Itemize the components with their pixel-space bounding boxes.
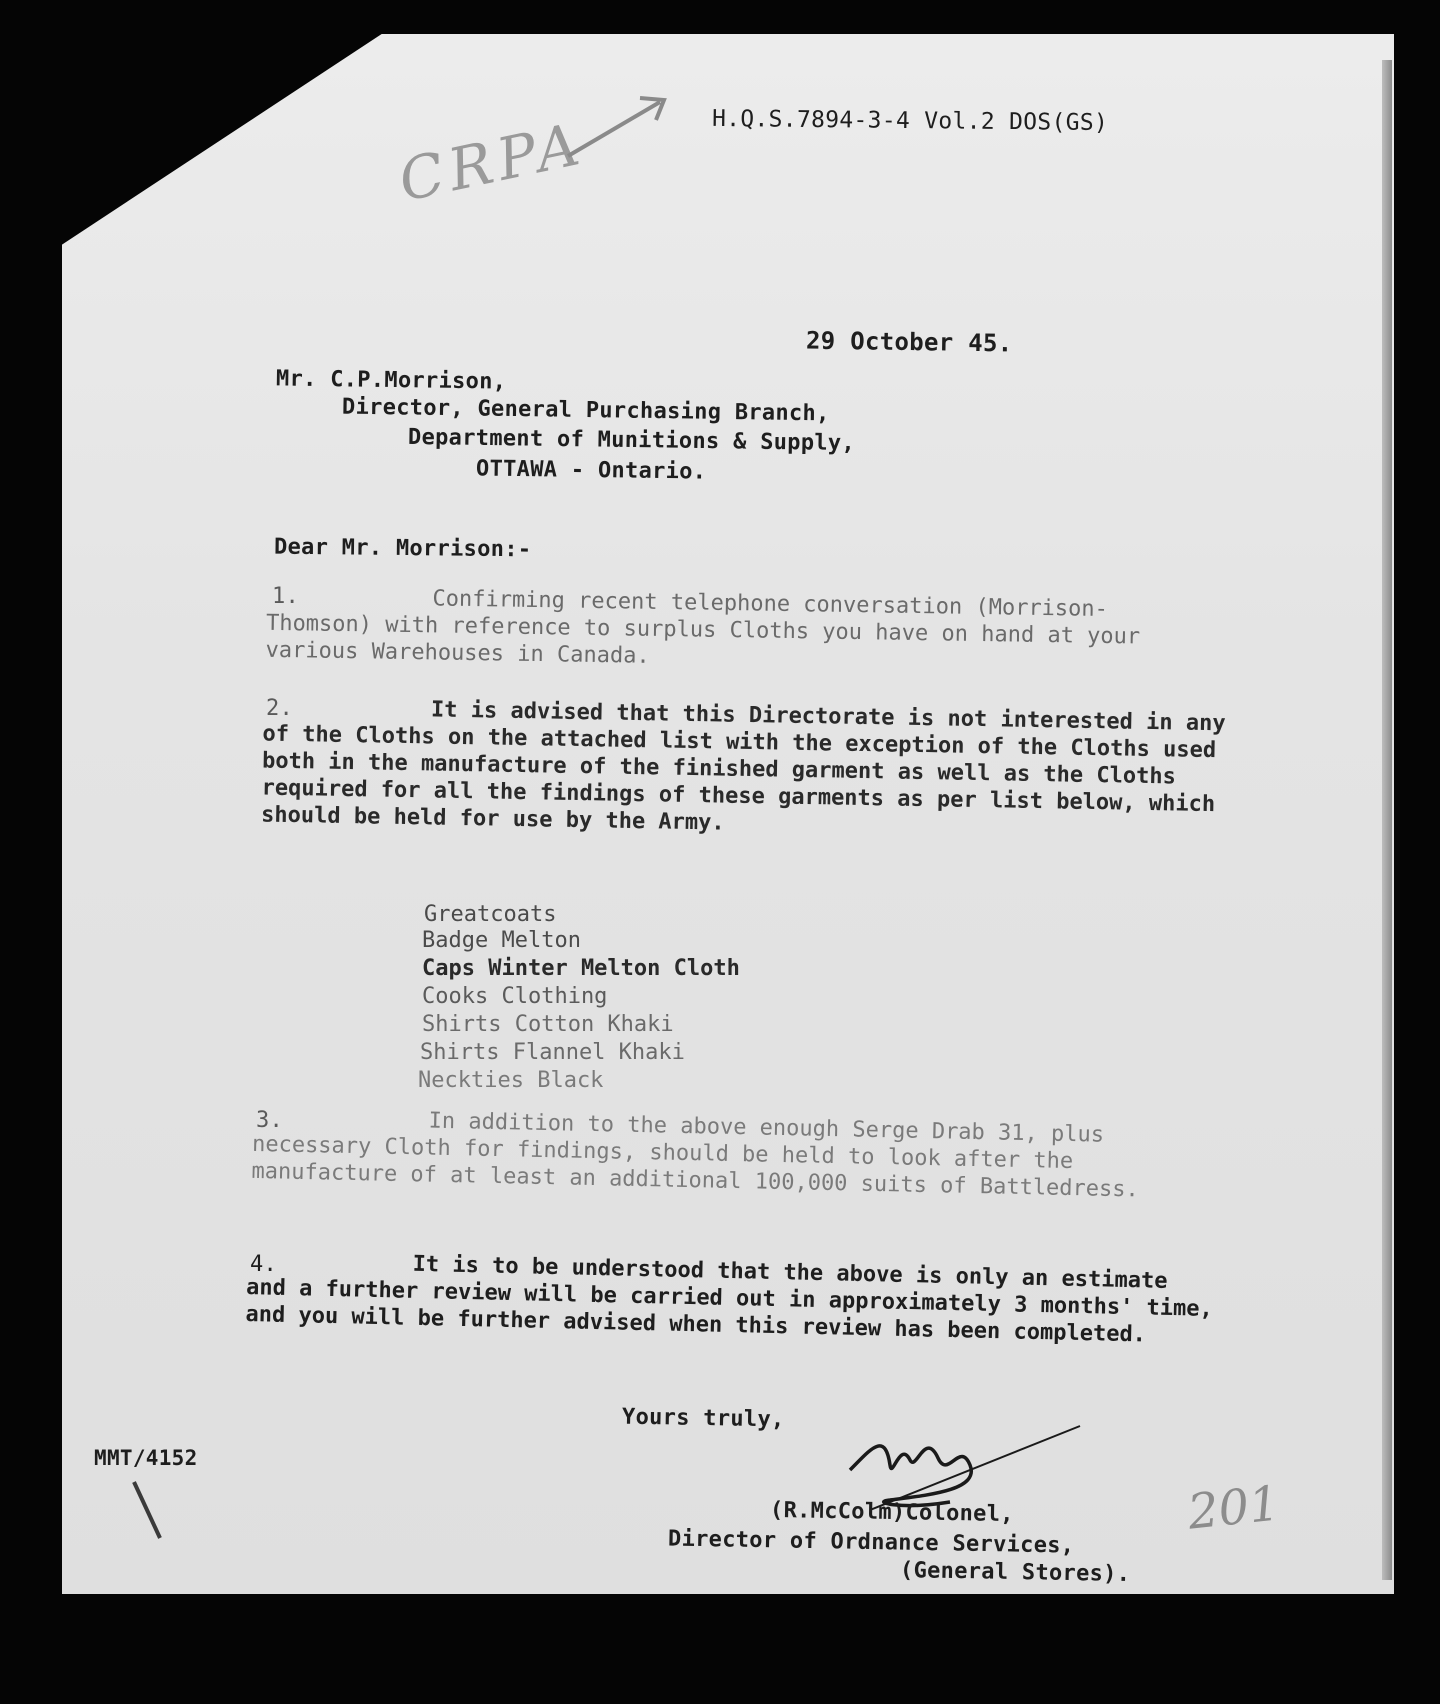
paragraph-3: In addition to the above enough Serge Drab 31, plus necessary Cloth for findings, should be held to look after the manufacture of at least an additional 100,000 suits of Battledress. — [251, 1108, 1140, 1203]
list-item: Cooks Clothing — [422, 984, 608, 1009]
paragraph-number: 3. — [256, 1108, 284, 1133]
signatory-name: (R.McColm)Colonel, — [769, 1497, 1015, 1528]
list-item: Greatcoats — [424, 902, 557, 927]
addressee-name: Mr. C.P.Morrison, — [275, 366, 507, 395]
addressee-department: Department of Munitions & Supply, — [407, 424, 856, 457]
paragraph-2: It is advised that this Directorate is not interested in any of the Cloths on the attached list with the exception of the Cloths used both in the manufacture of the finished garment as well as the Cloths required for all the findings of these garments as per list below, which should be held for use by the Army. — [260, 697, 1226, 836]
signatory-title: Director of Ordnance Services, — [667, 1526, 1075, 1559]
signatory-branch: (General Stores). — [899, 1557, 1131, 1588]
margin-stroke — [130, 1478, 170, 1548]
list-item: Neckties Black — [418, 1068, 604, 1093]
paragraph-number: 2. — [266, 696, 294, 721]
handwritten-arrow — [560, 86, 680, 166]
file-reference: H.Q.S.7894-3-4 Vol.2 DOS(GS) — [711, 105, 1109, 137]
paragraph-number: 1. — [272, 584, 300, 609]
closing: Yours truly, — [621, 1404, 785, 1433]
handwritten-page-number: 201 — [1185, 1475, 1283, 1541]
file-code: MMT/4152 — [94, 1446, 198, 1470]
letter-date: 29 October 45. — [805, 326, 1013, 358]
list-item: Caps Winter Melton Cloth — [422, 956, 740, 981]
list-item: Shirts Cotton Khaki — [422, 1012, 674, 1037]
list-item: Badge Melton — [422, 928, 581, 953]
addressee-location: OTTAWA - Ontario. — [475, 456, 707, 485]
handwritten-mark: CRPA — [392, 109, 591, 215]
salutation: Dear Mr. Morrison:- — [273, 534, 532, 563]
sheet-edge — [1382, 60, 1392, 1580]
list-item: Shirts Flannel Khaki — [420, 1040, 685, 1065]
addressee-title: Director, General Purchasing Branch, — [341, 394, 830, 427]
paragraph-4: It is to be understood that the above is only an estimate and a further review will be carried out in approximately 3 months' time, and you will be further advised when this review has been completed. — [245, 1251, 1214, 1348]
paragraph-number: 4. — [250, 1252, 278, 1277]
paragraph-1: Confirming recent telephone conversation (Morrison-Thomson) with reference to surplus Cloths you have on hand at your various Warehouses in Canada. — [265, 586, 1141, 669]
